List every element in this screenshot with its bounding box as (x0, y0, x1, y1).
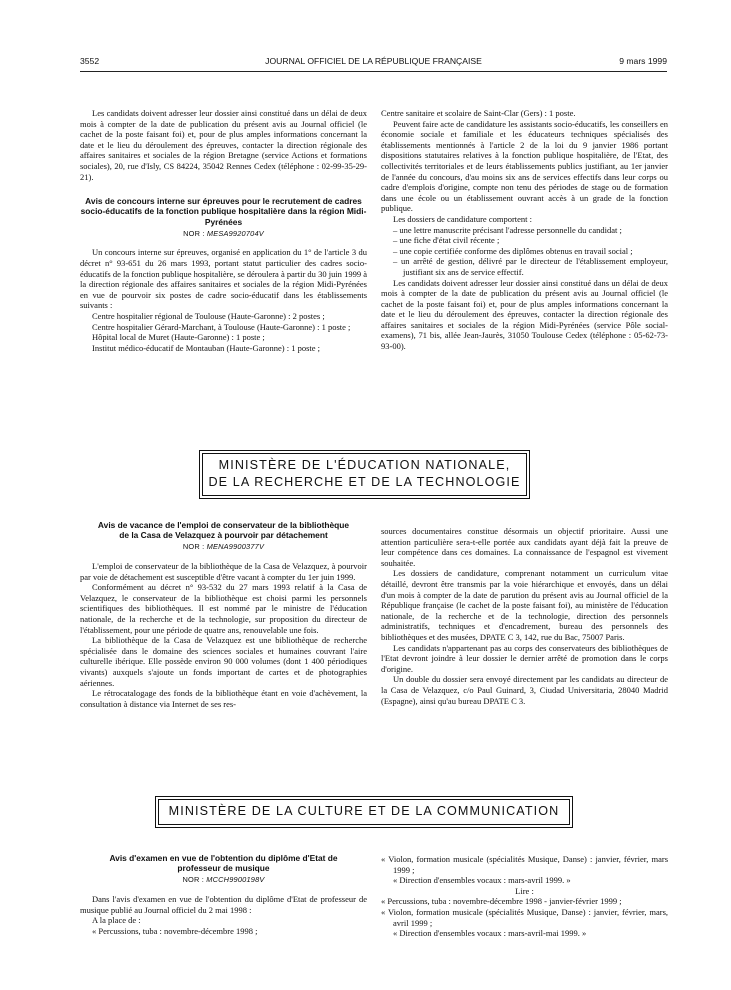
nor-reference (80, 542, 367, 553)
paragraph: Peuvent faire acte de candidature les assistants socio-éducatifs, les conseillers en économie sociale et familiale et les éducateurs techniques spécialisés des établissements mentionnés à l'article 2 de la loi du 9 janvier 1986 portant dispositions statutaires relatives à la fonction publique hospitalière, de l'Etat, des collectivités territoriales et de leurs établissements publics justifiant, au 1er janvier de l'année du concours, d'au moins six ans de services effectifs dans leur corps ou cadre d'emplois d'origine, compte non tenu des périodes de stage ou de formation dans une école ou un établissement ouvrant accès à un grade de la fonction publique. (381, 118, 668, 214)
paragraph: La bibliothèque de la Casa de Velazquez est une bibliothèque de recherche spécialisée dans le domaine des sciences sociales et humaines couvrant l'aire culturelle ibérique. Elle possède environ 90 000 volumes (dont 1 400 périodiques vivants) auxquels s'ajoute un fonds important de cartes et de photographies aériennes. (80, 635, 367, 688)
paragraph: Le rétrocatalogage des fonds de la bibliothèque étant en voie d'achèvement, la consultation à distance via Internet de ses res- (80, 688, 367, 709)
nor-code: MCCH9900198V (206, 875, 265, 885)
list-item: – une lettre manuscrite précisant l'adresse personnelle du candidat ; (393, 224, 622, 235)
list-item: « Direction d'ensembles vocaux : mars-avril-mai 1999. » (393, 928, 587, 939)
section2-left-column (80, 520, 367, 709)
nor-label: NOR : (182, 542, 205, 552)
notice-heading: Avis de concours interne sur épreuves pour le recrutement de cadres socio-éducatifs de la fonction publique hospitalière dans la région Midi-Pyrénées (80, 196, 367, 227)
paragraph: Un double du dossier sera envoyé directement par les candidats au directeur de la Casa de Velazquez, c/o Paul Guinard, 3, Ciudad Universitaria, 28040 Madrid (Espagne), ainsi qu'au bureau DPATE C 3. (381, 674, 668, 706)
section1-left-column (80, 108, 367, 353)
paragraph: L'emploi de conservateur de la bibliothèque de la Casa de Velazquez, à pourvoir par voie de détachement est susceptible d'être vacant à compter du 1er juin 1999. (80, 561, 367, 582)
notice-heading: Avis de vacance de l'emploi de conservateur de la bibliothèque de la Casa de Velazquez à pourvoir par détachement (97, 520, 350, 541)
issue-date: 9 mars 1999 (619, 56, 667, 66)
banner-line: DE LA RECHERCHE ET DE LA TECHNOLOGIE (208, 475, 521, 489)
banner-line: MINISTÈRE DE LA CULTURE ET DE LA COMMUNICATION (168, 804, 560, 818)
list-item: « Direction d'ensembles vocaux : mars-avril 1999. » (393, 875, 571, 886)
nor-reference (80, 229, 367, 240)
paragraph: Les candidats doivent adresser leur dossier ainsi constitué dans un délai de deux mois à compter de la date de publication du présent avis au Journal officiel (le cachet de la poste faisant foi) et, pour de plus amples informations concernant la date et le lieu du déroulement des épreuves, contacter la direction régionale des affaires sanitaires et sociales de la région Bretagne (service Actions et formations sociales), 20, rue d'Isly, CS 84224, 35042 Rennes Cedex (téléphone : 02-99-35-29-21). (80, 108, 367, 182)
paragraph: sources documentaires constitue désormais un objectif prioritaire. Aussi une attention particulière sera-t-elle portée aux candidats ayant déjà fait la preuve de leur compétence dans ces domaines. La connaissance de l'espagnol est vivement souhaitée. (381, 526, 668, 568)
ministry-banner-culture (158, 799, 570, 825)
paragraph: Les dossiers de candidature comportent : (393, 213, 533, 224)
list-item: – une fiche d'état civil récente ; (393, 235, 500, 246)
paragraph: Un concours interne sur épreuves, organisé en application du 1° de l'article 3 du décret n° 93-651 du 26 mars 1993, portant statut particulier des cadres socio-éducatifs de la fonction publique hospitalière, se déroulera à partir du 30 juin 1999 à la direction régionale des affaires sanitaires et sociales de la région Midi-Pyrénées en vue de pourvoir six postes de cadre socio-éducatif dans les établissements suivants : (80, 247, 367, 311)
list-item: – une copie certifiée conforme des diplômes obtenus en travail social ; (393, 245, 633, 256)
nor-label: NOR : (182, 875, 204, 885)
list-item: Centre hospitalier régional de Toulouse (Haute-Garonne) : 2 postes ; (92, 310, 325, 321)
notice-heading: Avis d'examen en vue de l'obtention du diplôme d'Etat de professeur de musique (109, 853, 338, 874)
journal-title: JOURNAL OFFICIEL DE LA RÉPUBLIQUE FRANÇAISE (265, 56, 482, 66)
list-item: Centre sanitaire et scolaire de Saint-Clar (Gers) : 1 poste. (381, 108, 576, 118)
lire-label: Lire : (515, 885, 534, 896)
page-header (80, 56, 667, 72)
nor-code: MENA9900377V (206, 542, 265, 552)
paragraph: Conformément au décret n° 93-532 du 27 mars 1993 relatif à la Casa de Velazquez, le conservateur de la bibliothèque est choisi parmi les personnels scientifiques des bibliothèques. Il est nommé par le ministre de l'éducation nationale, de la recherche et de la technologie, sur proposition du directeur de l'établissement, pour une période de quatre ans, renouvelable une fois. (80, 582, 367, 635)
list-item: « Percussions, tuba : novembre-décembre 1998 - janvier-février 1999 ; (381, 896, 622, 907)
banner-line: MINISTÈRE DE L'ÉDUCATION NATIONALE, (218, 458, 511, 472)
nor-label: NOR : (183, 228, 205, 238)
nor-reference (80, 875, 367, 886)
section3-left-column (80, 853, 367, 936)
paragraph: Dans l'avis d'examen en vue de l'obtention du diplôme d'Etat de professeur de musique publié au Journal officiel du 2 mai 1998 : (80, 894, 367, 915)
paragraph: « Percussions, tuba : novembre-décembre 1998 ; (92, 925, 258, 936)
page-number: 3552 (80, 56, 100, 66)
paragraph: Les candidats doivent adresser leur dossier ainsi constitué dans un délai de deux mois à compter de la date de publication du présent avis au Journal officiel (le cachet de la poste faisant foi) et, pour de plus amples informations concernant la date et le lieu du déroulement des épreuves, contacter la direction régionale des affaires sanitaires et sociales de la région Midi-Pyrénées (service Pôle social-examens), 71 bis, allée Jean-Jaurès, 31050 Toulouse Cedex (téléphone : 05-62-73-93-00). (381, 277, 668, 352)
list-item: « Violon, formation musicale (spécialités Musique, Danse) : janvier, février, mars 1999 ; (381, 854, 668, 875)
nor-code: MESA9920704V (206, 228, 264, 238)
paragraph: A la place de : (92, 915, 141, 926)
header-rule (80, 71, 667, 72)
section3-right-column (381, 854, 668, 939)
section2-right-column (381, 526, 668, 706)
paragraph: Les candidats n'appartenant pas au corps des conservateurs des bibliothèques de l'Etat devront joindre à leur dossier le dernier arrêté de promotion dans le corps d'origine. (381, 642, 668, 674)
list-item: Centre hospitalier Gérard-Marchant, à Toulouse (Haute-Garonne) : 1 poste ; (92, 321, 351, 332)
list-item: « Violon, formation musicale (spécialités Musique, Danse) : janvier, février, mars, avril 1999 ; (381, 906, 668, 928)
list-item: Institut médico-éducatif de Montauban (Haute-Garonne) : 1 poste ; (92, 342, 321, 353)
list-item: Hôpital local de Muret (Haute-Garonne) : 1 poste ; (92, 332, 265, 343)
ministry-banner-education (202, 453, 527, 496)
list-item: – un arrêté de gestion, délivré par le directeur de l'établissement employeur, justifiant six ans de service effectif. (393, 256, 668, 277)
paragraph: Les dossiers de candidature, comprenant notamment un curriculum vitae détaillé, devront être transmis par la voie hiérarchique et envoyés, dans un délai d'un mois à compter de la date de parution du présent avis au Journal officiel de la République française (le cachet de la poste faisant foi), au ministère de l'éducation nationale, de la recherche et de la technologie, direction des personnels administratifs, techniques et d'encadrement, bureau des personnels des bibliothèques et des musées, DPATE C 3, 142, rue du Bac, 75007 Paris. (381, 568, 668, 642)
section1-right-column (381, 108, 668, 352)
